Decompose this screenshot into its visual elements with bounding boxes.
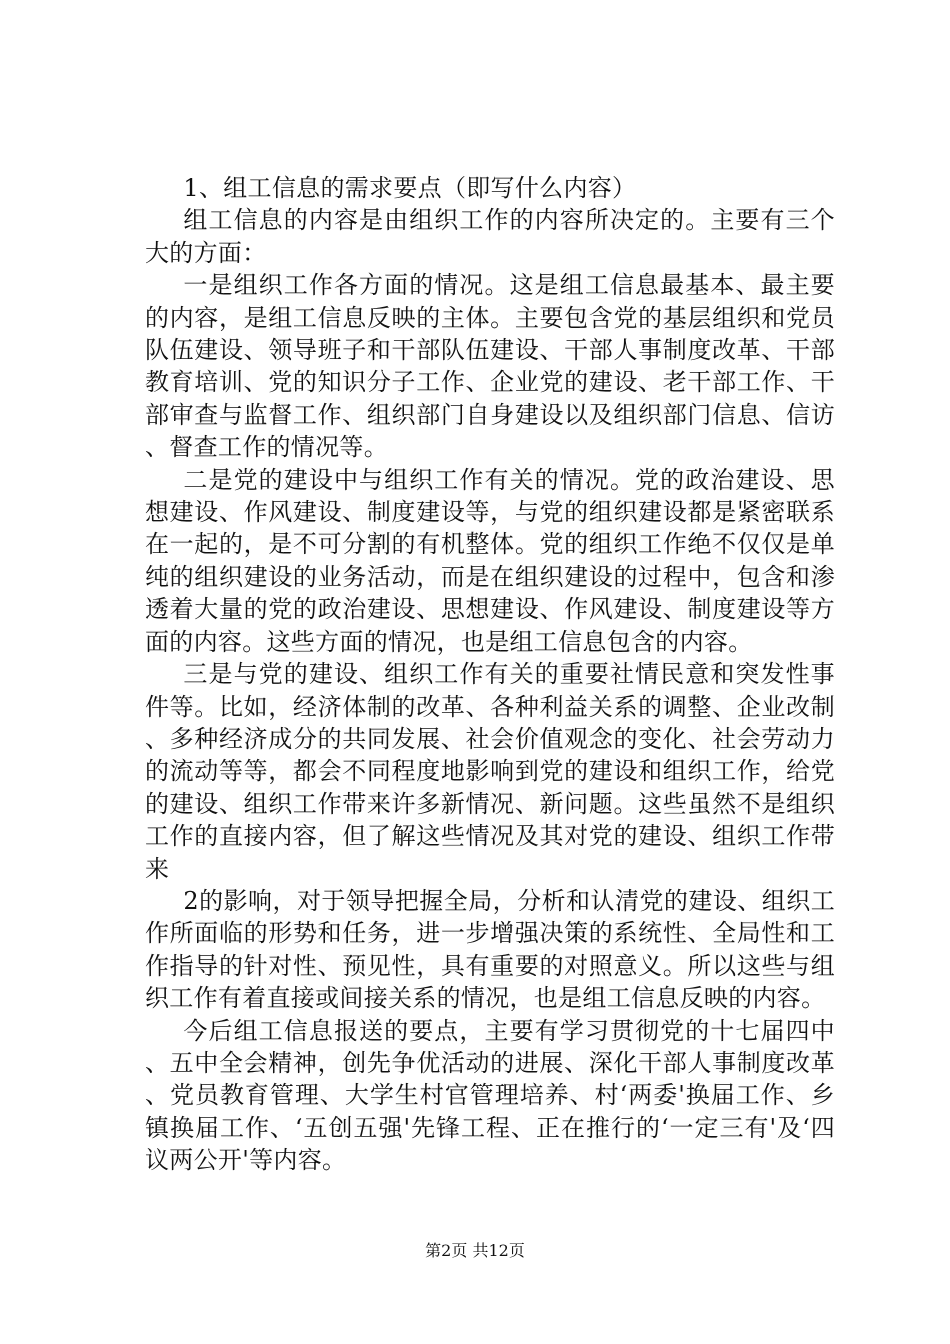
- paragraph-intro: 组工信息的内容是由组织工作的内容所决定的。主要有三个大的方面：: [145, 206, 835, 267]
- paragraph-point-two: 二是党的建设中与组织工作有关的情况。党的政治建设、思想建设、作风建设、制度建设等，与党的组织建设都是紧密联系在一起的，是不可分割的有机整体。党的组织工作绝不仅仅是单纯的组织建设的业务活动，而是在组织建设的过程中，包含和渗透着大量的党的政治建设、思想建设、作风建设、制度建设等方面的内容。这些方面的情况，也是组工信息包含的内容。: [145, 465, 835, 656]
- paragraph-continuation: 2的影响，对于领导把握全局，分析和认清党的建设、组织工作所面临的形势和任务，进一步增强决策的系统性、全局性和工作指导的针对性、预见性，具有重要的对照意义。所以这些与组织工作有着直接或间接关系的情况，也是组工信息反映的内容。: [145, 886, 835, 1013]
- paragraph-point-one: 一是组织工作各方面的情况。这是组工信息最基本、最主要的内容，是组工信息反映的主体。主要包含党的基层组织和党员队伍建设、领导班子和干部队伍建设、干部人事制度改革、干部教育培训、党的知识分子工作、企业党的建设、老干部工作、干部审查与监督工作、组织部门自身建设以及组织部门信息、信访、督查工作的情况等。: [145, 271, 835, 462]
- page-footer: [0, 1241, 950, 1261]
- section-heading: 1、组工信息的需求要点（即写什么内容）: [183, 174, 637, 202]
- page-total: 共12页: [472, 1241, 525, 1260]
- page-number: 第2页: [425, 1241, 468, 1260]
- document-body: [145, 172, 835, 1177]
- paragraph-point-three: 三是与党的建设、组织工作有关的重要社情民意和突发性事件等。比如，经济体制的改革、各种利益关系的调整、企业改制、多种经济成分的共同发展、社会价值观念的变化、社会劳动力的流动等等，都会不同程度地影响到党的建设和组织工作，给党的建设、组织工作带来许多新情况、新问题。这些虽然不是组织工作的直接内容，但了解这些情况及其对党的建设、组织工作带来: [145, 660, 835, 883]
- paragraph-reporting-focus: 今后组工信息报送的要点，主要有学习贯彻党的十七届四中、五中全会精神，创先争优活动的进展、深化干部人事制度改革、党员教育管理、大学生村官管理培养、村‘两委'换届工作、乡镇换届工作、‘五创五强'先锋工程、正在推行的‘一定三有'及‘四议两公开'等内容。: [145, 1016, 835, 1175]
